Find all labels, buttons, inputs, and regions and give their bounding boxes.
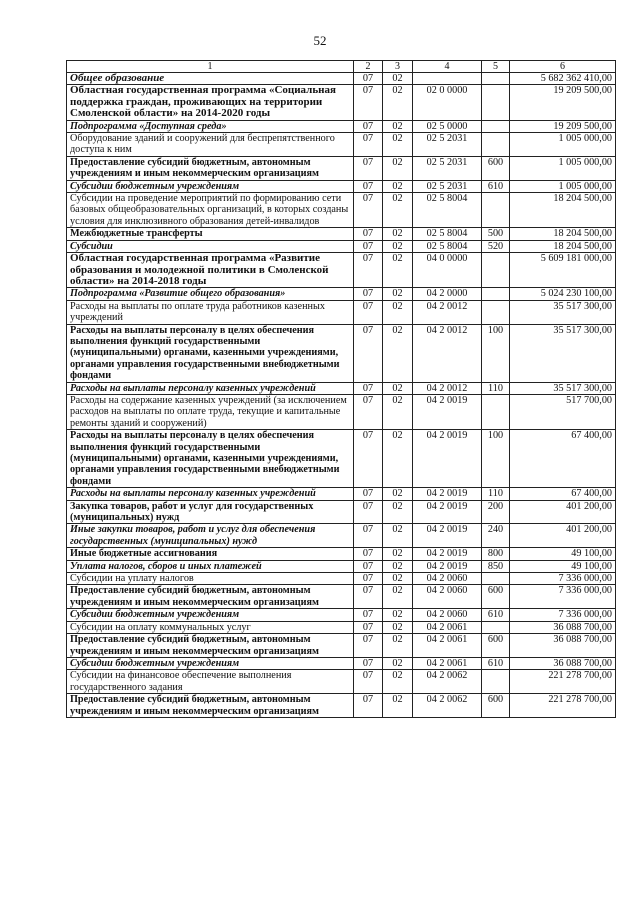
- table-row: [67, 85, 616, 120]
- amount-cell: 517 700,00: [510, 394, 616, 429]
- amount-cell: 18 204 500,00: [510, 240, 616, 252]
- section-code-cell: 07: [354, 548, 383, 560]
- subsection-code-cell: 02: [383, 621, 413, 633]
- amount-cell: 36 088 700,00: [510, 634, 616, 658]
- row-name-cell: Расходы на выплаты по оплате труда работников казенных учреждений: [67, 300, 354, 324]
- expense-type-cell: [482, 193, 510, 228]
- table-row: [67, 548, 616, 560]
- expense-type-cell: [482, 670, 510, 694]
- subsection-code-cell: 02: [383, 300, 413, 324]
- amount-cell: 5 609 181 000,00: [510, 253, 616, 288]
- table-row: [67, 670, 616, 694]
- expense-type-cell: [482, 73, 510, 85]
- table-row: [67, 560, 616, 572]
- expense-type-cell: [482, 133, 510, 157]
- row-name-cell: Субсидии бюджетным учреждениям: [67, 657, 354, 669]
- section-code-cell: 07: [354, 524, 383, 548]
- expense-type-cell: [482, 573, 510, 585]
- target-article-cell: 02 5 8004: [413, 240, 482, 252]
- target-article-cell: 04 2 0019: [413, 488, 482, 500]
- amount-cell: 1 005 000,00: [510, 180, 616, 192]
- amount-cell: 5 024 230 100,00: [510, 288, 616, 300]
- row-name-cell: Предоставление субсидий бюджетным, автономным учреждениям и иным некоммерческим организациям: [67, 634, 354, 658]
- expense-type-cell: 600: [482, 585, 510, 609]
- section-code-cell: 07: [354, 670, 383, 694]
- page-number: 52: [313, 33, 327, 48]
- target-article-cell: 04 2 0061: [413, 634, 482, 658]
- amount-cell: 5 682 362 410,00: [510, 73, 616, 85]
- header-cell: 6: [510, 61, 616, 73]
- table-row: [67, 634, 616, 658]
- subsection-code-cell: 02: [383, 324, 413, 382]
- section-code-cell: 07: [354, 228, 383, 240]
- subsection-code-cell: 02: [383, 548, 413, 560]
- subsection-code-cell: 02: [383, 180, 413, 192]
- expense-type-cell: [482, 300, 510, 324]
- expense-type-cell: 520: [482, 240, 510, 252]
- subsection-code-cell: 02: [383, 253, 413, 288]
- target-article-cell: 04 2 0019: [413, 524, 482, 548]
- header-cell: 1: [67, 61, 354, 73]
- target-article-cell: 04 2 0062: [413, 694, 482, 718]
- amount-cell: 19 209 500,00: [510, 85, 616, 120]
- subsection-code-cell: 02: [383, 634, 413, 658]
- table-row: [67, 73, 616, 85]
- subsection-code-cell: 02: [383, 228, 413, 240]
- row-name-cell: Уплата налогов, сборов и иных платежей: [67, 560, 354, 572]
- section-code-cell: 07: [354, 300, 383, 324]
- table-row: [67, 609, 616, 621]
- subsection-code-cell: 02: [383, 133, 413, 157]
- section-code-cell: 07: [354, 657, 383, 669]
- subsection-code-cell: 02: [383, 609, 413, 621]
- amount-cell: 35 517 300,00: [510, 300, 616, 324]
- row-name-cell: Расходы на выплаты персоналу казенных учреждений: [67, 382, 354, 394]
- section-code-cell: 07: [354, 120, 383, 132]
- expense-type-cell: 600: [482, 694, 510, 718]
- subsection-code-cell: 02: [383, 73, 413, 85]
- subsection-code-cell: 02: [383, 694, 413, 718]
- row-name-cell: Подпрограмма «Развитие общего образования»: [67, 288, 354, 300]
- row-name-cell: Расходы на выплаты персоналу в целях обеспечения выполнения функций государственными (муниципальными) органами, казенными учреждениями, органами управления государственными внебюджетными фондами: [67, 324, 354, 382]
- subsection-code-cell: 02: [383, 500, 413, 524]
- subsection-code-cell: 02: [383, 156, 413, 180]
- section-code-cell: 07: [354, 240, 383, 252]
- budget-table: [66, 60, 616, 718]
- target-article-cell: 04 0 0000: [413, 253, 482, 288]
- amount-cell: 18 204 500,00: [510, 228, 616, 240]
- target-article-cell: 02 0 0000: [413, 85, 482, 120]
- expense-type-cell: 600: [482, 634, 510, 658]
- section-code-cell: 07: [354, 488, 383, 500]
- table-row: [67, 394, 616, 429]
- expense-type-cell: 110: [482, 488, 510, 500]
- row-name-cell: Субсидии на проведение мероприятий по формированию сети базовых общеобразовательных организаций, в которых созданы условия для инклюзивного образования детей-инвалидов: [67, 193, 354, 228]
- amount-cell: 401 200,00: [510, 524, 616, 548]
- row-name-cell: Иные бюджетные ассигнования: [67, 548, 354, 560]
- table-row: [67, 500, 616, 524]
- row-name-cell: Предоставление субсидий бюджетным, автономным учреждениям и иным некоммерческим организациям: [67, 585, 354, 609]
- table-row: [67, 573, 616, 585]
- row-name-cell: Предоставление субсидий бюджетным, автономным учреждениям и иным некоммерческим организациям: [67, 694, 354, 718]
- row-name-cell: Расходы на выплаты персоналу в целях обеспечения выполнения функций государственными (муниципальными) органами, казенными учреждениями, органами управления государственными внебюджетными фондами: [67, 430, 354, 488]
- section-code-cell: 07: [354, 180, 383, 192]
- target-article-cell: 04 2 0012: [413, 382, 482, 394]
- section-code-cell: 07: [354, 621, 383, 633]
- section-code-cell: 07: [354, 85, 383, 120]
- subsection-code-cell: 02: [383, 382, 413, 394]
- expense-type-cell: 500: [482, 228, 510, 240]
- amount-cell: 7 336 000,00: [510, 609, 616, 621]
- row-name-cell: Иные закупки товаров, работ и услуг для обеспечения государственных (муниципальных) нужд: [67, 524, 354, 548]
- amount-cell: 19 209 500,00: [510, 120, 616, 132]
- row-name-cell: Оборудование зданий и сооружений для беспрепятственного доступа к ним: [67, 133, 354, 157]
- table-row: [67, 193, 616, 228]
- table-row: [67, 585, 616, 609]
- subsection-code-cell: 02: [383, 524, 413, 548]
- amount-cell: 49 100,00: [510, 548, 616, 560]
- section-code-cell: 07: [354, 500, 383, 524]
- target-article-cell: [413, 73, 482, 85]
- row-name-cell: Субсидии на уплату налогов: [67, 573, 354, 585]
- subsection-code-cell: 02: [383, 394, 413, 429]
- target-article-cell: 04 2 0060: [413, 585, 482, 609]
- subsection-code-cell: 02: [383, 657, 413, 669]
- target-article-cell: 02 5 8004: [413, 193, 482, 228]
- subsection-code-cell: 02: [383, 85, 413, 120]
- table-row: [67, 524, 616, 548]
- row-name-cell: Субсидии на оплату коммунальных услуг: [67, 621, 354, 633]
- table-row: [67, 133, 616, 157]
- expense-type-cell: [482, 288, 510, 300]
- table-row: [67, 621, 616, 633]
- section-code-cell: 07: [354, 694, 383, 718]
- expense-type-cell: 200: [482, 500, 510, 524]
- row-name-cell: Подпрограмма «Доступная среда»: [67, 120, 354, 132]
- amount-cell: 35 517 300,00: [510, 324, 616, 382]
- table-row: [67, 657, 616, 669]
- table-row: [67, 694, 616, 718]
- section-code-cell: 07: [354, 430, 383, 488]
- expense-type-cell: 240: [482, 524, 510, 548]
- table-row: [67, 180, 616, 192]
- target-article-cell: 04 2 0019: [413, 394, 482, 429]
- table-row: [67, 300, 616, 324]
- amount-cell: 221 278 700,00: [510, 694, 616, 718]
- expense-type-cell: 110: [482, 382, 510, 394]
- row-name-cell: Закупка товаров, работ и услуг для государственных (муниципальных) нужд: [67, 500, 354, 524]
- target-article-cell: 04 2 0019: [413, 548, 482, 560]
- section-code-cell: 07: [354, 133, 383, 157]
- expense-type-cell: 610: [482, 657, 510, 669]
- target-article-cell: 04 2 0060: [413, 573, 482, 585]
- amount-cell: 1 005 000,00: [510, 156, 616, 180]
- table-row: [67, 382, 616, 394]
- section-code-cell: 07: [354, 73, 383, 85]
- target-article-cell: 04 2 0060: [413, 609, 482, 621]
- subsection-code-cell: 02: [383, 430, 413, 488]
- section-code-cell: 07: [354, 193, 383, 228]
- table-row: [67, 156, 616, 180]
- expense-type-cell: [482, 120, 510, 132]
- expense-type-cell: [482, 253, 510, 288]
- section-code-cell: 07: [354, 394, 383, 429]
- target-article-cell: 02 5 2031: [413, 180, 482, 192]
- row-name-cell: Субсидии бюджетным учреждениям: [67, 609, 354, 621]
- row-name-cell: Субсидии: [67, 240, 354, 252]
- header-cell: 5: [482, 61, 510, 73]
- subsection-code-cell: 02: [383, 488, 413, 500]
- target-article-cell: 04 2 0061: [413, 621, 482, 633]
- target-article-cell: 04 2 0019: [413, 430, 482, 488]
- target-article-cell: 02 5 8004: [413, 228, 482, 240]
- section-code-cell: 07: [354, 560, 383, 572]
- table-row: [67, 488, 616, 500]
- amount-cell: 7 336 000,00: [510, 573, 616, 585]
- amount-cell: 35 517 300,00: [510, 382, 616, 394]
- table-row: [67, 324, 616, 382]
- target-article-cell: 04 2 0062: [413, 670, 482, 694]
- target-article-cell: 02 5 2031: [413, 133, 482, 157]
- section-code-cell: 07: [354, 585, 383, 609]
- expense-type-cell: [482, 621, 510, 633]
- section-code-cell: 07: [354, 288, 383, 300]
- table-row: [67, 253, 616, 288]
- expense-type-cell: 610: [482, 180, 510, 192]
- amount-cell: 36 088 700,00: [510, 657, 616, 669]
- section-code-cell: 07: [354, 573, 383, 585]
- subsection-code-cell: 02: [383, 560, 413, 572]
- amount-cell: 7 336 000,00: [510, 585, 616, 609]
- expense-type-cell: 800: [482, 548, 510, 560]
- expense-type-cell: [482, 394, 510, 429]
- expense-type-cell: 100: [482, 324, 510, 382]
- section-code-cell: 07: [354, 324, 383, 382]
- target-article-cell: 04 2 0000: [413, 288, 482, 300]
- row-name-cell: Общее образование: [67, 73, 354, 85]
- section-code-cell: 07: [354, 156, 383, 180]
- row-name-cell: Расходы на содержание казенных учреждений (за исключением расходов на выплаты по оплате труда, текущие и капитальные ремонты зданий и сооружений): [67, 394, 354, 429]
- amount-cell: 1 005 000,00: [510, 133, 616, 157]
- target-article-cell: 04 2 0061: [413, 657, 482, 669]
- header-cell: 3: [383, 61, 413, 73]
- table-row: [67, 288, 616, 300]
- row-name-cell: Межбюджетные трансферты: [67, 228, 354, 240]
- table-row: [67, 430, 616, 488]
- expense-type-cell: 600: [482, 156, 510, 180]
- row-name-cell: Расходы на выплаты персоналу казенных учреждений: [67, 488, 354, 500]
- expense-type-cell: 850: [482, 560, 510, 572]
- target-article-cell: 04 2 0019: [413, 500, 482, 524]
- subsection-code-cell: 02: [383, 585, 413, 609]
- section-code-cell: 07: [354, 609, 383, 621]
- amount-cell: 49 100,00: [510, 560, 616, 572]
- target-article-cell: 02 5 2031: [413, 156, 482, 180]
- amount-cell: 67 400,00: [510, 430, 616, 488]
- amount-cell: 67 400,00: [510, 488, 616, 500]
- section-code-cell: 07: [354, 253, 383, 288]
- target-article-cell: 02 5 0000: [413, 120, 482, 132]
- table-row: [67, 120, 616, 132]
- subsection-code-cell: 02: [383, 670, 413, 694]
- amount-cell: 401 200,00: [510, 500, 616, 524]
- target-article-cell: 04 2 0012: [413, 324, 482, 382]
- table-header-row: [67, 61, 616, 73]
- section-code-cell: 07: [354, 634, 383, 658]
- subsection-code-cell: 02: [383, 120, 413, 132]
- table-row: [67, 228, 616, 240]
- row-name-cell: Субсидии на финансовое обеспечение выполнения государственного задания: [67, 670, 354, 694]
- expense-type-cell: [482, 85, 510, 120]
- expense-type-cell: 100: [482, 430, 510, 488]
- subsection-code-cell: 02: [383, 573, 413, 585]
- row-name-cell: Областная государственная программа «Социальная поддержка граждан, проживающих на территории Смоленской области» на 2014-2020 годы: [67, 85, 354, 120]
- amount-cell: 36 088 700,00: [510, 621, 616, 633]
- amount-cell: 18 204 500,00: [510, 193, 616, 228]
- row-name-cell: Субсидии бюджетным учреждениям: [67, 180, 354, 192]
- header-cell: 4: [413, 61, 482, 73]
- amount-cell: 221 278 700,00: [510, 670, 616, 694]
- expense-type-cell: 610: [482, 609, 510, 621]
- subsection-code-cell: 02: [383, 193, 413, 228]
- subsection-code-cell: 02: [383, 288, 413, 300]
- section-code-cell: 07: [354, 382, 383, 394]
- target-article-cell: 04 2 0019: [413, 560, 482, 572]
- header-cell: 2: [354, 61, 383, 73]
- row-name-cell: Предоставление субсидий бюджетным, автономным учреждениям и иным некоммерческим организациям: [67, 156, 354, 180]
- table-row: [67, 240, 616, 252]
- row-name-cell: Областная государственная программа «Развитие образования и молодежной политики в Смоленской области» на 2014-2018 годы: [67, 253, 354, 288]
- subsection-code-cell: 02: [383, 240, 413, 252]
- target-article-cell: 04 2 0012: [413, 300, 482, 324]
